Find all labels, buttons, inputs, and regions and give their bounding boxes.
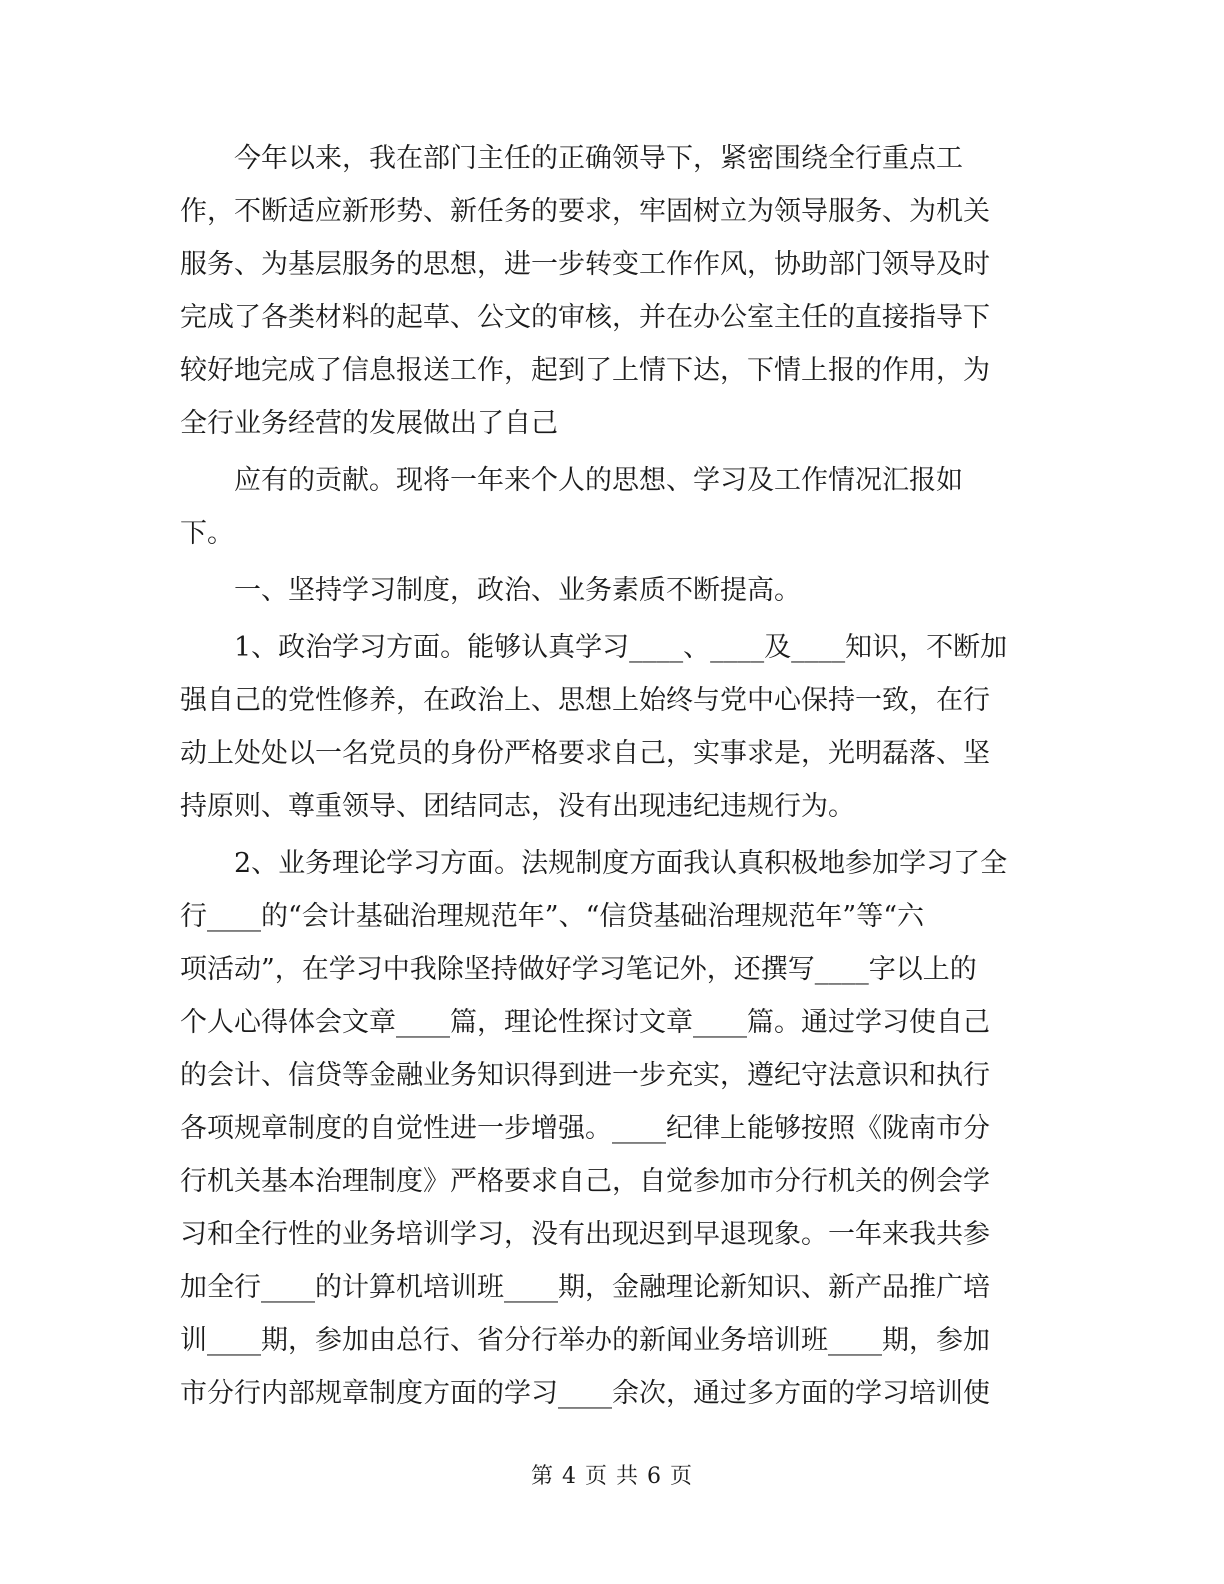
text-line: 习和全行性的业务培训学习，没有出现迟到早退现象。一年来我共参 bbox=[180, 1219, 990, 1250]
text-line: 加全行____的计算机培训班____期，金融理论新知识、新产品推广培 bbox=[180, 1272, 990, 1303]
text-line: 全行业务经营的发展做出了自己 bbox=[180, 408, 558, 439]
text-line: 完成了各类材料的起草、公文的审核，并在办公室主任的直接指导下 bbox=[180, 302, 990, 333]
text-line: 下。 bbox=[180, 518, 234, 549]
paragraph-business-study bbox=[180, 837, 1035, 1420]
text-line: 1、政治学习方面。能够认真学习____、____及____知识，不断加 bbox=[180, 632, 1008, 663]
text-line: 行机关基本治理制度》严格要求自己，自觉参加市分行机关的例会学 bbox=[180, 1166, 990, 1197]
text-line: 个人心得体会文章____篇，理论性探讨文章____篇。通过学习使自己 bbox=[180, 1007, 990, 1038]
text-line: 服务、为基层服务的思想，进一步转变工作作风，协助部门领导及时 bbox=[180, 249, 990, 280]
page-number: 第 4 页 共 6 页 bbox=[531, 1464, 693, 1489]
paragraph-intro bbox=[180, 132, 1035, 450]
document-body bbox=[180, 132, 1035, 1420]
text-line: 的会计、信贷等金融业务知识得到进一步充实，遵纪守法意识和执行 bbox=[180, 1060, 990, 1091]
text-line: 较好地完成了信息报送工作，起到了上情下达，下情上报的作用，为 bbox=[180, 355, 990, 386]
text-line: 各项规章制度的自觉性进一步增强。____纪律上能够按照《陇南市分 bbox=[180, 1113, 990, 1144]
text-line: 强自己的党性修养，在政治上、思想上始终与党中心保持一致，在行 bbox=[180, 685, 990, 716]
section-heading-1 bbox=[180, 564, 1035, 617]
text-line: 训____期，参加由总行、省分行举办的新闻业务培训班____期，参加 bbox=[180, 1325, 990, 1356]
text-line: 行____的“会计基础治理规范年”、“信贷基础治理规范年”等“六 bbox=[180, 901, 925, 932]
text-line: 应有的贡献。现将一年来个人的思想、学习及工作情况汇报如 bbox=[180, 465, 963, 496]
text-line: 今年以来，我在部门主任的正确领导下，紧密围绕全行重点工 bbox=[180, 143, 963, 174]
text-line: 持原则、尊重领导、团结同志，没有出现违纪违规行为。 bbox=[180, 791, 855, 822]
text-line: 动上处处以一名党员的身份严格要求自己，实事求是，光明磊落、坚 bbox=[180, 738, 990, 769]
text-line: 2、业务理论学习方面。法规制度方面我认真积极地参加学习了全 bbox=[180, 848, 1008, 879]
heading-line: 一、坚持学习制度，政治、业务素质不断提高。 bbox=[180, 575, 801, 606]
text-line: 市分行内部规章制度方面的学习____余次，通过多方面的学习培训使 bbox=[180, 1378, 990, 1409]
paragraph-political-study bbox=[180, 621, 1035, 833]
text-line: 作，不断适应新形势、新任务的要求，牢固树立为领导服务、为机关 bbox=[180, 196, 990, 227]
paragraph-report-intro bbox=[180, 454, 1035, 560]
text-line: 项活动”，在学习中我除坚持做好学习笔记外，还撰写____字以上的 bbox=[180, 954, 977, 985]
